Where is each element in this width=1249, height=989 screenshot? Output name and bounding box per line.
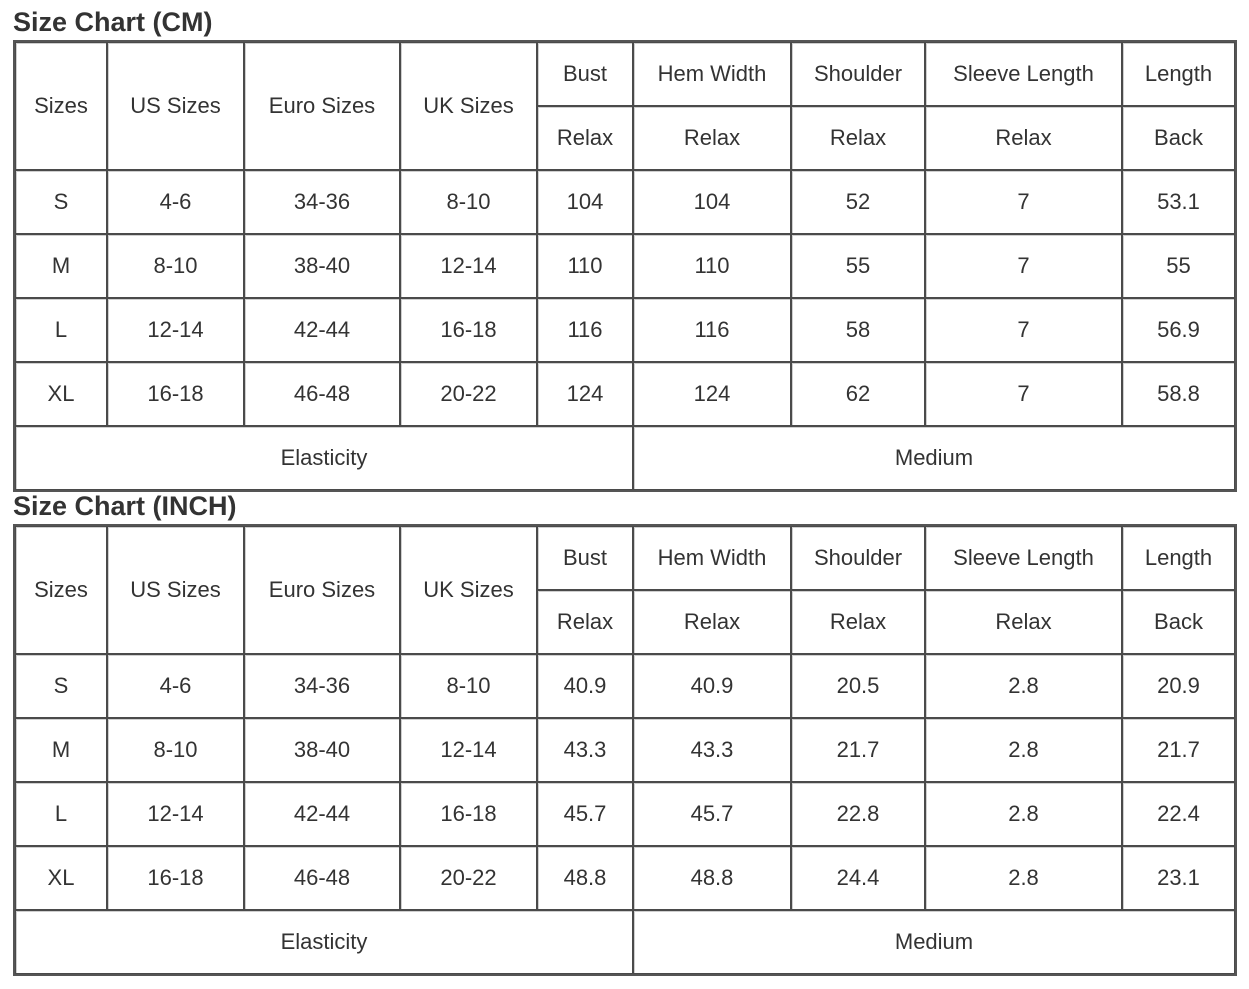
header-bust: Bust xyxy=(537,42,633,106)
cell-hem-width: 124 xyxy=(633,362,791,426)
cell-us-size: 8-10 xyxy=(107,234,244,298)
cell-length: 56.9 xyxy=(1122,298,1235,362)
cell-uk-size: 12-14 xyxy=(400,718,537,782)
header-row xyxy=(15,526,1235,590)
size-chart-inch-section xyxy=(13,488,1237,976)
table-row xyxy=(15,362,1235,426)
header-bust: Bust xyxy=(537,526,633,590)
subheader-shoulder: Relax xyxy=(791,106,925,170)
cell-shoulder: 20.5 xyxy=(791,654,925,718)
cell-uk-size: 8-10 xyxy=(400,654,537,718)
cell-uk-size: 20-22 xyxy=(400,362,537,426)
cell-uk-size: 8-10 xyxy=(400,170,537,234)
table-row xyxy=(15,654,1235,718)
cell-us-size: 16-18 xyxy=(107,846,244,910)
table-row xyxy=(15,170,1235,234)
header-uk-sizes: UK Sizes xyxy=(400,526,537,654)
header-shoulder: Shoulder xyxy=(791,526,925,590)
header-row xyxy=(15,42,1235,106)
header-sizes: Sizes xyxy=(15,526,107,654)
elasticity-label: Elasticity xyxy=(15,426,633,490)
cell-length: 20.9 xyxy=(1122,654,1235,718)
cell-hem-width: 43.3 xyxy=(633,718,791,782)
subheader-bust: Relax xyxy=(537,590,633,654)
cell-length: 21.7 xyxy=(1122,718,1235,782)
header-sleeve-length: Sleeve Length xyxy=(925,526,1122,590)
subheader-bust: Relax xyxy=(537,106,633,170)
cell-sleeve-length: 7 xyxy=(925,170,1122,234)
cell-size: XL xyxy=(15,846,107,910)
header-hem-width: Hem Width xyxy=(633,526,791,590)
header-sizes: Sizes xyxy=(15,42,107,170)
cell-bust: 104 xyxy=(537,170,633,234)
footer-row xyxy=(15,910,1235,974)
cell-hem-width: 48.8 xyxy=(633,846,791,910)
cell-sleeve-length: 7 xyxy=(925,234,1122,298)
cell-us-size: 12-14 xyxy=(107,298,244,362)
cell-sleeve-length: 2.8 xyxy=(925,782,1122,846)
table-row xyxy=(15,782,1235,846)
cell-size: XL xyxy=(15,362,107,426)
cell-shoulder: 62 xyxy=(791,362,925,426)
header-sleeve-length: Sleeve Length xyxy=(925,42,1122,106)
cell-bust: 124 xyxy=(537,362,633,426)
cell-euro-size: 46-48 xyxy=(244,362,400,426)
cell-uk-size: 20-22 xyxy=(400,846,537,910)
cell-bust: 45.7 xyxy=(537,782,633,846)
elasticity-label: Elasticity xyxy=(15,910,633,974)
cell-size: L xyxy=(15,298,107,362)
cell-bust: 48.8 xyxy=(537,846,633,910)
subheader-shoulder: Relax xyxy=(791,590,925,654)
cell-euro-size: 42-44 xyxy=(244,298,400,362)
cell-sleeve-length: 2.8 xyxy=(925,654,1122,718)
subheader-hem-width: Relax xyxy=(633,106,791,170)
cell-length: 23.1 xyxy=(1122,846,1235,910)
cell-us-size: 16-18 xyxy=(107,362,244,426)
cell-uk-size: 16-18 xyxy=(400,298,537,362)
cell-size: S xyxy=(15,654,107,718)
cell-bust: 43.3 xyxy=(537,718,633,782)
cell-us-size: 4-6 xyxy=(107,654,244,718)
cell-shoulder: 52 xyxy=(791,170,925,234)
cell-uk-size: 16-18 xyxy=(400,782,537,846)
cell-shoulder: 21.7 xyxy=(791,718,925,782)
header-euro-sizes: Euro Sizes xyxy=(244,42,400,170)
cell-sleeve-length: 2.8 xyxy=(925,718,1122,782)
cell-shoulder: 58 xyxy=(791,298,925,362)
size-chart-cm-section xyxy=(13,4,1237,492)
cell-shoulder: 55 xyxy=(791,234,925,298)
cell-bust: 116 xyxy=(537,298,633,362)
header-length: Length xyxy=(1122,526,1235,590)
cell-us-size: 4-6 xyxy=(107,170,244,234)
subheader-sleeve-length: Relax xyxy=(925,106,1122,170)
cell-euro-size: 38-40 xyxy=(244,234,400,298)
cell-sleeve-length: 7 xyxy=(925,362,1122,426)
table-row xyxy=(15,298,1235,362)
cell-bust: 40.9 xyxy=(537,654,633,718)
header-hem-width: Hem Width xyxy=(633,42,791,106)
cell-euro-size: 34-36 xyxy=(244,654,400,718)
cell-size: M xyxy=(15,718,107,782)
cell-length: 58.8 xyxy=(1122,362,1235,426)
size-chart-cm-title: Size Chart (CM) xyxy=(13,7,213,37)
table-row xyxy=(15,718,1235,782)
cell-length: 22.4 xyxy=(1122,782,1235,846)
cell-shoulder: 24.4 xyxy=(791,846,925,910)
header-shoulder: Shoulder xyxy=(791,42,925,106)
cell-bust: 110 xyxy=(537,234,633,298)
subheader-hem-width: Relax xyxy=(633,590,791,654)
table-row xyxy=(15,846,1235,910)
cell-size: M xyxy=(15,234,107,298)
header-uk-sizes: UK Sizes xyxy=(400,42,537,170)
cell-sleeve-length: 7 xyxy=(925,298,1122,362)
cell-shoulder: 22.8 xyxy=(791,782,925,846)
size-chart-inch-title: Size Chart (INCH) xyxy=(13,491,237,521)
cell-hem-width: 45.7 xyxy=(633,782,791,846)
cell-hem-width: 116 xyxy=(633,298,791,362)
cell-euro-size: 46-48 xyxy=(244,846,400,910)
elasticity-value: Medium xyxy=(633,910,1235,974)
header-length: Length xyxy=(1122,42,1235,106)
cell-us-size: 12-14 xyxy=(107,782,244,846)
subheader-sleeve-length: Relax xyxy=(925,590,1122,654)
cell-sleeve-length: 2.8 xyxy=(925,846,1122,910)
subheader-length: Back xyxy=(1122,590,1235,654)
header-euro-sizes: Euro Sizes xyxy=(244,526,400,654)
table-row xyxy=(15,234,1235,298)
cell-us-size: 8-10 xyxy=(107,718,244,782)
cell-euro-size: 38-40 xyxy=(244,718,400,782)
footer-row xyxy=(15,426,1235,490)
cell-hem-width: 40.9 xyxy=(633,654,791,718)
size-chart-cm-table xyxy=(13,40,1237,492)
cell-size: L xyxy=(15,782,107,846)
cell-hem-width: 110 xyxy=(633,234,791,298)
cell-uk-size: 12-14 xyxy=(400,234,537,298)
cell-euro-size: 42-44 xyxy=(244,782,400,846)
cell-hem-width: 104 xyxy=(633,170,791,234)
header-us-sizes: US Sizes xyxy=(107,526,244,654)
header-us-sizes: US Sizes xyxy=(107,42,244,170)
cell-euro-size: 34-36 xyxy=(244,170,400,234)
cell-length: 53.1 xyxy=(1122,170,1235,234)
size-chart-inch-table xyxy=(13,524,1237,976)
subheader-length: Back xyxy=(1122,106,1235,170)
cell-size: S xyxy=(15,170,107,234)
cell-length: 55 xyxy=(1122,234,1235,298)
elasticity-value: Medium xyxy=(633,426,1235,490)
